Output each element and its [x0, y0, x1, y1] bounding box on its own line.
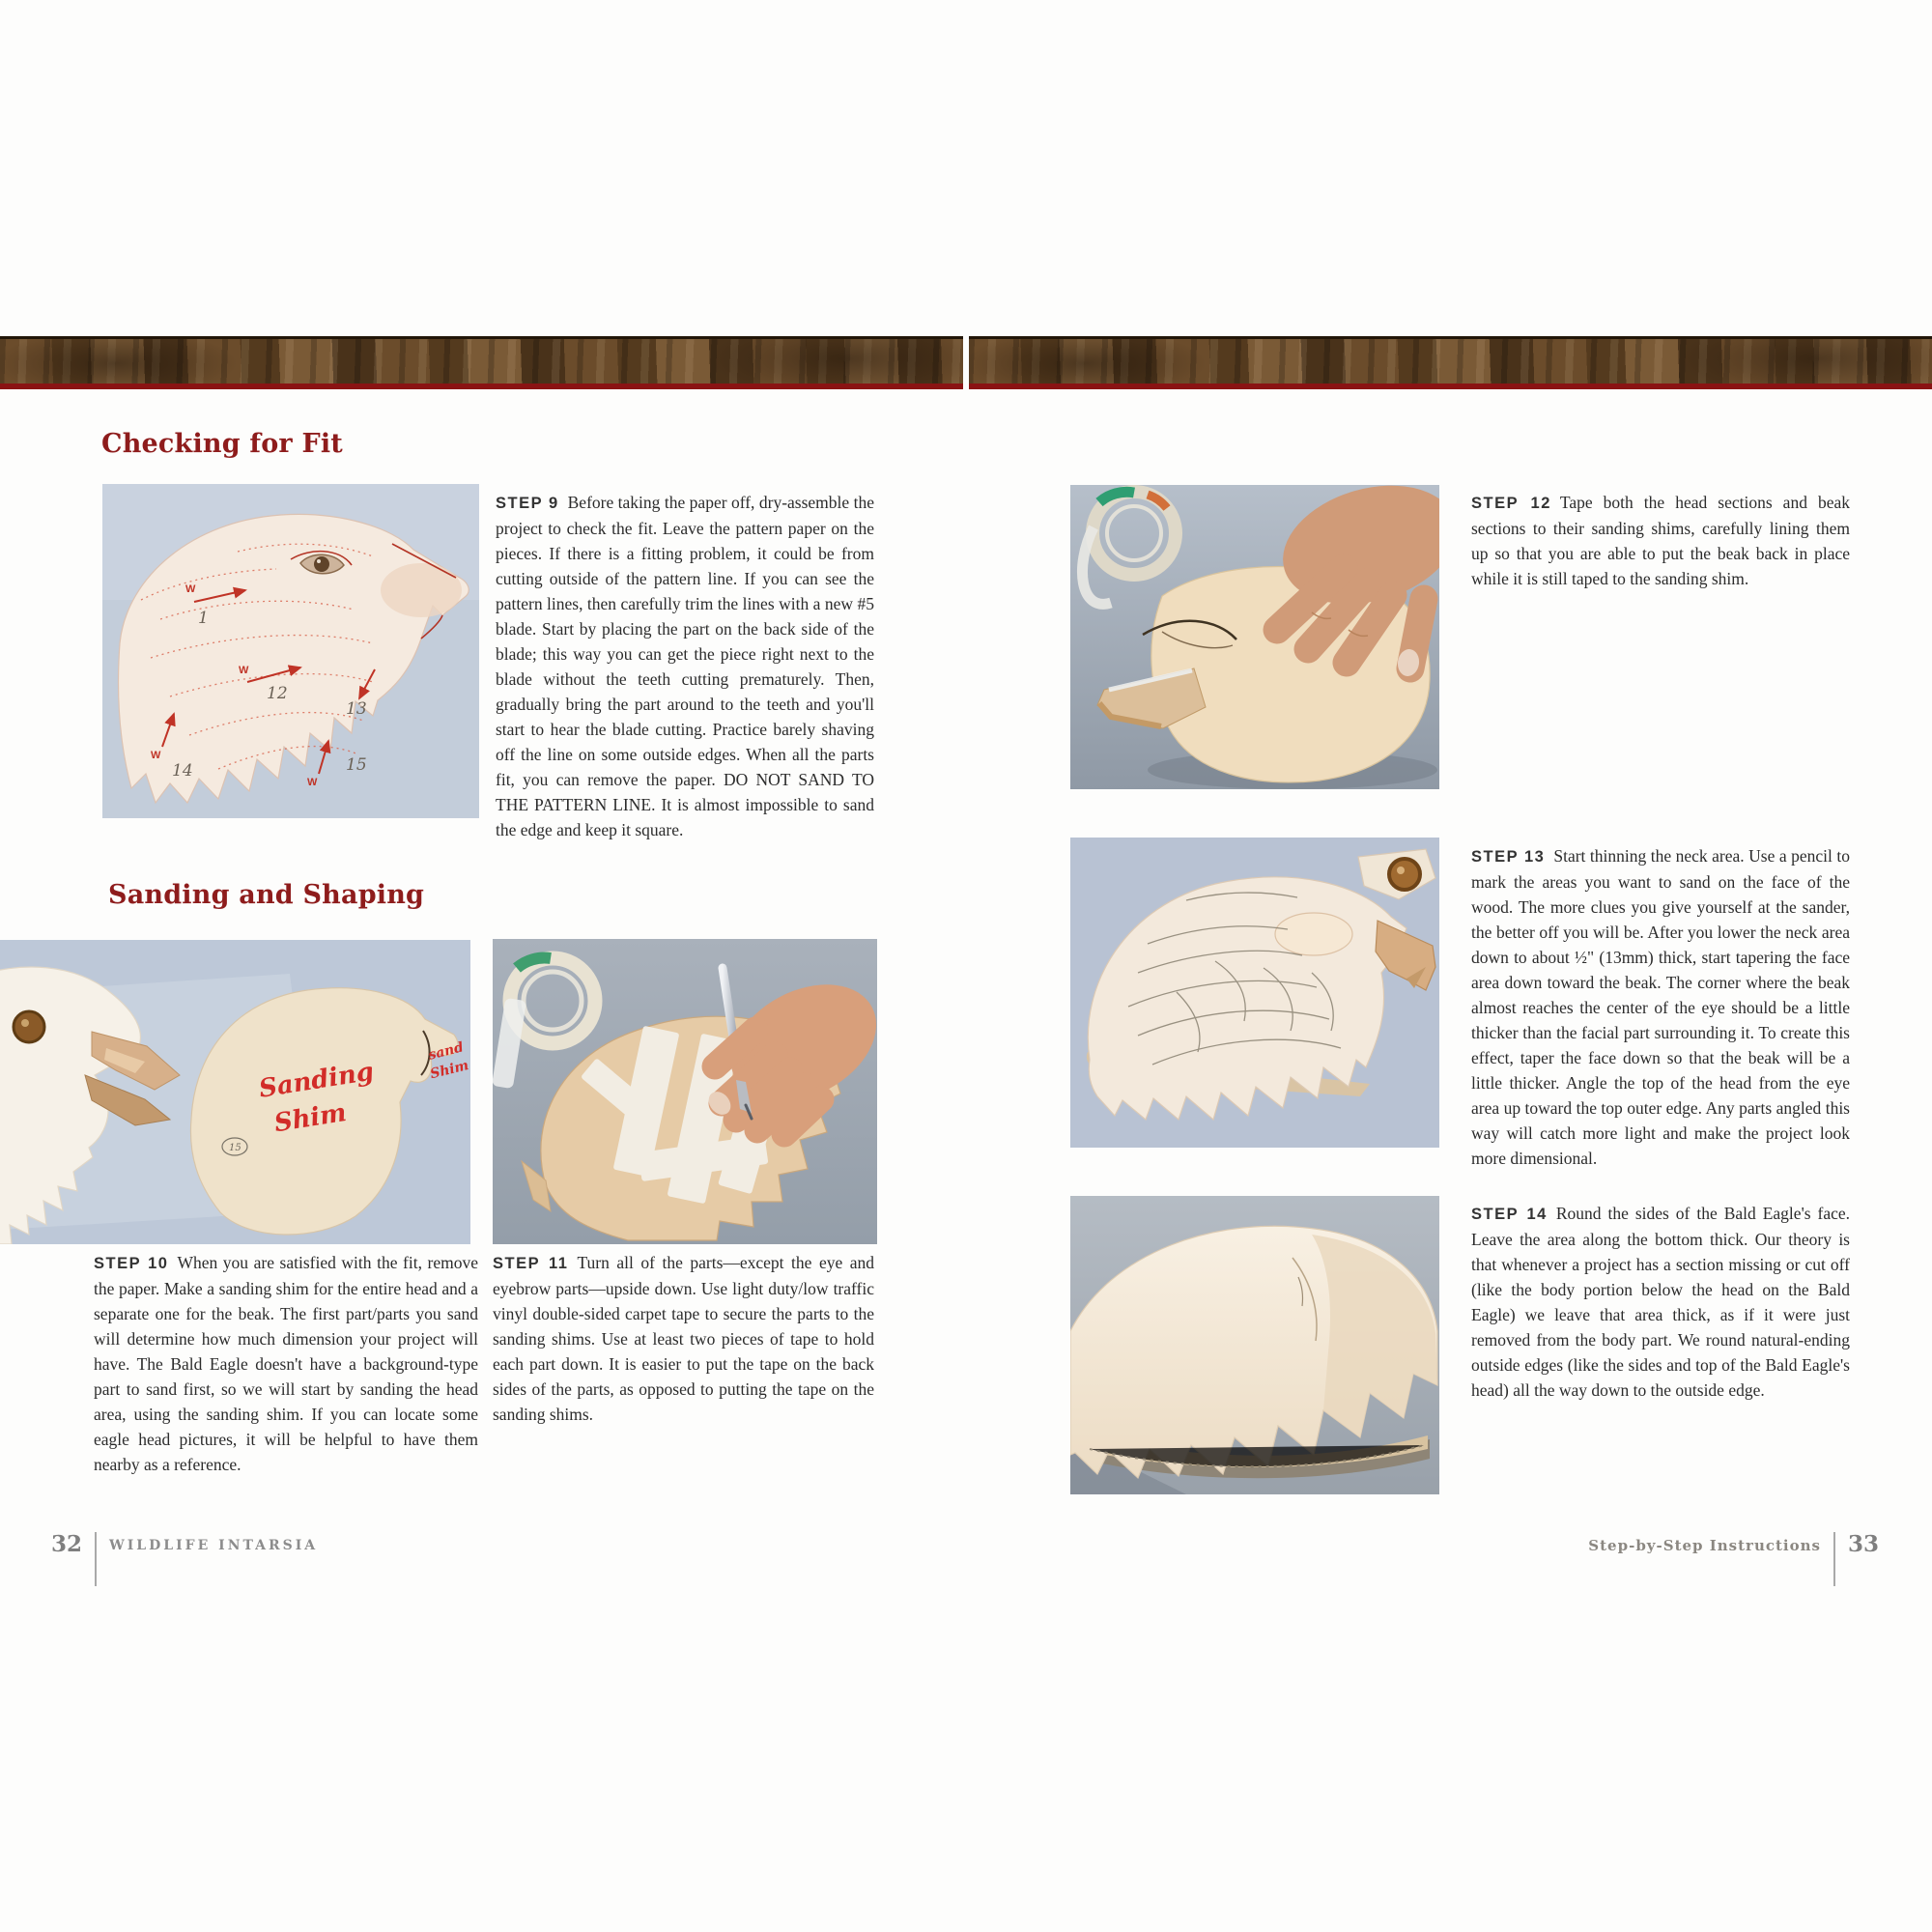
step10-photo — [0, 940, 470, 1244]
step11-paragraph — [493, 1250, 874, 1427]
step9-text: Before taking the paper off, dry-assemble the project to check the fit. Leave the pattern paper on the pieces. If there is a fitting problem, it could be from cutting outside of the pattern line. If you can see the pattern lines, then carefully trim the lines with a new #5 blade. Start by placing the part on the back side of the blade; this way you can get the piece right next to the blade without the teeth cutting prematurely. Then, gradually bring the part around to the teeth and you'll start to hear the blade cutting. Practice barely shaving off the line on some outside edges. When all the parts fit, you can remove the paper. DO NOT SAND TO THE PATTERN LINE. It is almost impossible to sand the edge and keep it square. — [496, 493, 874, 839]
step13-text: Start thinning the neck area. Use a pencil to mark the areas you want to sand on the face of the wood. The more clues you give yourself at the sander, the better off you will be. After you lower the neck area down to about ½" (13mm) thick, start tapering the face area down toward the beak. The corner where the beak almost reaches the center of the eye should be a little thicker than the facial part surrounding it. To create this effect, taper the face down so that the beak will be a little thicker. Angle the top of the head from the eye area up toward the top outer edge. Any parts angled this way will catch more light and make the project look more dimensional. — [1471, 846, 1850, 1168]
pattern-mark-w2: W — [239, 665, 249, 676]
step12-label: STEP 12 — [1471, 495, 1551, 512]
footer-book-title: WILDLIFE INTARSIA — [109, 1538, 319, 1553]
shim-label-line2: Shim — [271, 1097, 349, 1139]
step9-photo-art — [102, 484, 479, 818]
step13-photo — [1070, 838, 1439, 1148]
step11-text: Turn all of the parts—except the eye and eyebrow parts—upside down. Use light duty/low traffic vinyl double-sided carpet tape to secure the parts to the sanding shims. Use at least two pieces of tape to hold each part down. It is easier to put the tape on the back sides of the parts, as opposed to putting the tape on the sanding shims. — [493, 1253, 875, 1424]
footer-rule-right — [1833, 1532, 1835, 1586]
pattern-mark-w1: W — [185, 583, 196, 595]
pattern-part-1: 1 — [198, 609, 209, 628]
step11-photo — [493, 939, 877, 1244]
pattern-part-14: 14 — [172, 761, 193, 781]
shim-label-line1: Sanding — [257, 1057, 376, 1104]
heading-sanding-and-shaping: Sanding and Shaping — [108, 880, 425, 910]
step11-photo-art — [493, 939, 877, 1244]
step10-text: When you are satisfied with the fit, remove the paper. Make a sanding shim for the entire head and a separate one for the beak. The first part/parts you sand will determine how much dimension your project will have. The Bald Eagle doesn't have a background-type part to sand first, so we will start by sanding the head area, using the sanding shim. If you can locate some eagle head pictures, it will be helpful to have them nearby as a reference. — [94, 1253, 479, 1474]
step10-paragraph — [94, 1250, 478, 1477]
step14-paragraph — [1471, 1201, 1850, 1403]
pattern-part-13: 13 — [346, 699, 367, 719]
footer-left — [51, 1532, 318, 1586]
beak-shim-label-line2: Shim — [428, 1057, 470, 1083]
pattern-mark-w4: W — [307, 777, 318, 788]
pencil-mark-15: 15 — [229, 1143, 242, 1153]
footer-chapter-title: Step-by-Step Instructions — [1588, 1537, 1821, 1554]
footer-right — [1588, 1532, 1879, 1586]
step14-label: STEP 14 — [1471, 1206, 1548, 1223]
heading-checking-for-fit: Checking for Fit — [101, 429, 343, 459]
wood-banner-left — [0, 336, 963, 389]
step12-photo-art — [1070, 485, 1439, 789]
step10-label: STEP 10 — [94, 1255, 169, 1272]
step12-paragraph — [1471, 490, 1850, 591]
step12-photo — [1070, 485, 1439, 789]
pattern-part-12: 12 — [267, 684, 288, 703]
step14-photo-art — [1070, 1196, 1439, 1494]
page-number-left: 32 — [51, 1531, 83, 1557]
pattern-mark-w3: W — [151, 750, 161, 761]
pattern-part-15: 15 — [346, 755, 367, 775]
step11-label: STEP 11 — [493, 1255, 569, 1272]
step13-paragraph — [1471, 843, 1850, 1171]
step14-photo — [1070, 1196, 1439, 1494]
step9-paragraph — [496, 490, 874, 842]
step13-photo-art — [1070, 838, 1439, 1148]
footer-rule-left — [95, 1532, 97, 1586]
page-number-right: 33 — [1847, 1531, 1879, 1557]
step9-photo — [102, 484, 479, 818]
wood-banner-right — [969, 336, 1932, 389]
step10-photo-art — [0, 940, 470, 1244]
step12-text: Tape both the head sections and beak sections to their sanding shims, carefully lining them up so that you are able to put the beak back in place while it is still taped to the sanding shim. — [1471, 493, 1850, 588]
step13-label: STEP 13 — [1471, 848, 1546, 866]
step9-label: STEP 9 — [496, 495, 559, 512]
beak-shim-label-line1: sand — [426, 1039, 466, 1064]
step14-text: Round the sides of the Bald Eagle's face. Leave the area along the bottom thick. Our theory is that whenever a project has a section missing or cut off (like the body portion below the head on the Bald Eagle) we leave that area thick, as if it were just removed from the body part. We round natural-ending outside edges (like the sides and top of the Bald Eagle's head) all the way down to the outside edge. — [1471, 1204, 1851, 1400]
